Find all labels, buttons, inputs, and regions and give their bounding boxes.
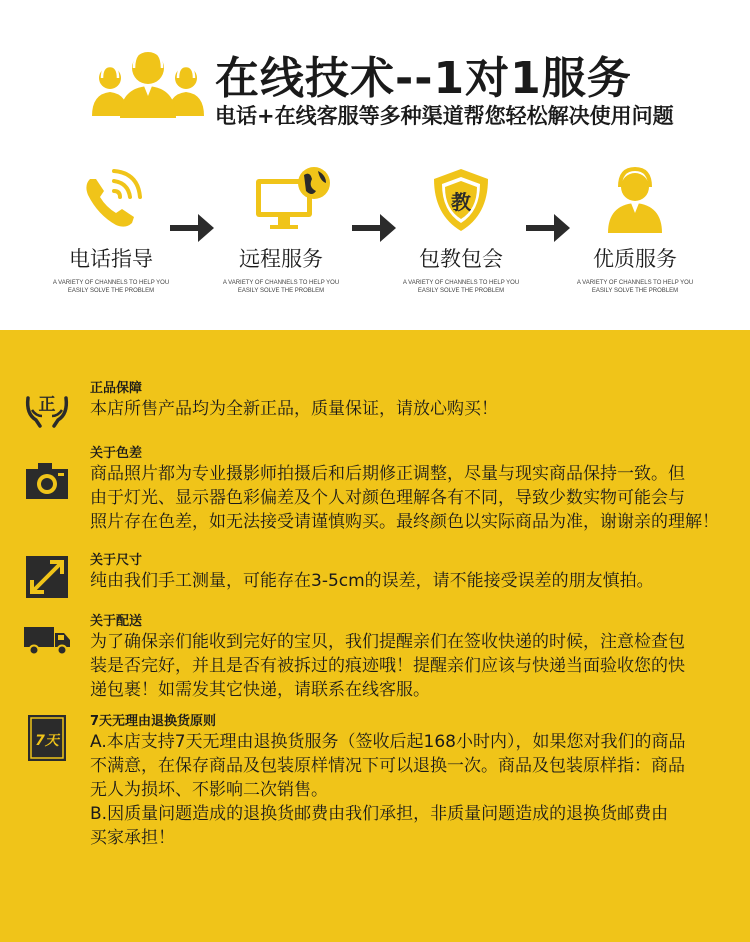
- step-teaching: [386, 165, 536, 295]
- step-phone-guidance: [36, 165, 186, 295]
- step-caption: A VARIETY OF CHANNELS TO HELP YOU EASILY SOLVE THE PROBLEM: [402, 280, 520, 294]
- policy-section: [0, 330, 750, 942]
- policy-heading: 7天无理由退换货原则: [90, 714, 217, 729]
- policy-body: A.本店支持7天无理由退换货服务（签收后起168小时内），如果您对我们的商品 不满意，在保存商品及包装原样情况下可以退换一次。商品及包装原样指：商品 无人为损坏、不影响二次销售。 B.因质量问题造成的退换货邮费由我们承担，非质量问题造成的退换货邮费由 买家承担！: [90, 732, 686, 848]
- page-title: 在线技术--1对1服务: [215, 53, 632, 104]
- policy-heading: 关于色差: [90, 446, 143, 461]
- step-quality-service: [560, 165, 710, 295]
- step-caption: A VARIETY OF CHANNELS TO HELP YOU EASILY SOLVE THE PROBLEM: [52, 280, 170, 294]
- svg-text:7天: 7天: [35, 733, 59, 749]
- badge-char: 教: [451, 190, 471, 214]
- policy-heading: 关于配送: [90, 614, 143, 629]
- policy-body: 商品照片都为专业摄影师拍摄后和后期修正调整，尽量与现实商品保持一致。但 由于灯光、显示器色彩偏差及个人对颜色理解各有不同，导致少数实物可能会与 照片存在色差，如无法接受请谨慎购买。最终颜色以实际商品为准，谢谢亲的理解！: [90, 464, 719, 532]
- step-caption: A VARIETY OF CHANNELS TO HELP YOU EASILY SOLVE THE PROBLEM: [576, 280, 694, 294]
- step-label: 远程服务: [239, 247, 323, 271]
- policy-heading: 正品保障: [90, 381, 143, 396]
- page-subtitle: 电话+在线客服等多种渠道帮您轻松解决使用问题: [215, 104, 674, 128]
- teach-shield-icon: [426, 165, 496, 235]
- policy-heading: 关于尺寸: [90, 553, 143, 568]
- step-label: 包教包会: [419, 247, 503, 271]
- policy-body: 纯由我们手工测量，可能存在3-5cm的误差，请不能接受误差的朋友慎拍。: [90, 571, 654, 591]
- phone-icon: [76, 165, 146, 235]
- svg-text:正: 正: [38, 395, 56, 415]
- step-label: 优质服务: [593, 247, 677, 271]
- customer-service-icon: [600, 165, 670, 235]
- customer-service-group-icon: [88, 40, 208, 120]
- policy-body: 本店所售产品均为全新正品，质量保证，请放心购买！: [90, 399, 498, 419]
- genuine-hands-icon: [22, 380, 72, 430]
- camera-icon: [22, 455, 72, 505]
- step-remote-service: [206, 165, 356, 295]
- policy-body: 为了确保亲们能收到完好的宝贝，我们提醒亲们在签收快递的时候，注意检查包 装是否完好，并且是否有被拆过的痕迹哦！提醒亲们应该与快递当面验收您的快 递包裹！如需发其它快递，请联系在线客服。: [90, 632, 685, 700]
- truck-icon: [22, 613, 72, 663]
- step-caption: A VARIETY OF CHANNELS TO HELP YOU EASILY SOLVE THE PROBLEM: [222, 280, 340, 294]
- measure-arrow-icon: [22, 552, 72, 602]
- seven-day-icon: [22, 713, 72, 763]
- service-header-section: [0, 0, 750, 330]
- step-label: 电话指导: [69, 247, 153, 271]
- monitor-globe-icon: [226, 165, 336, 235]
